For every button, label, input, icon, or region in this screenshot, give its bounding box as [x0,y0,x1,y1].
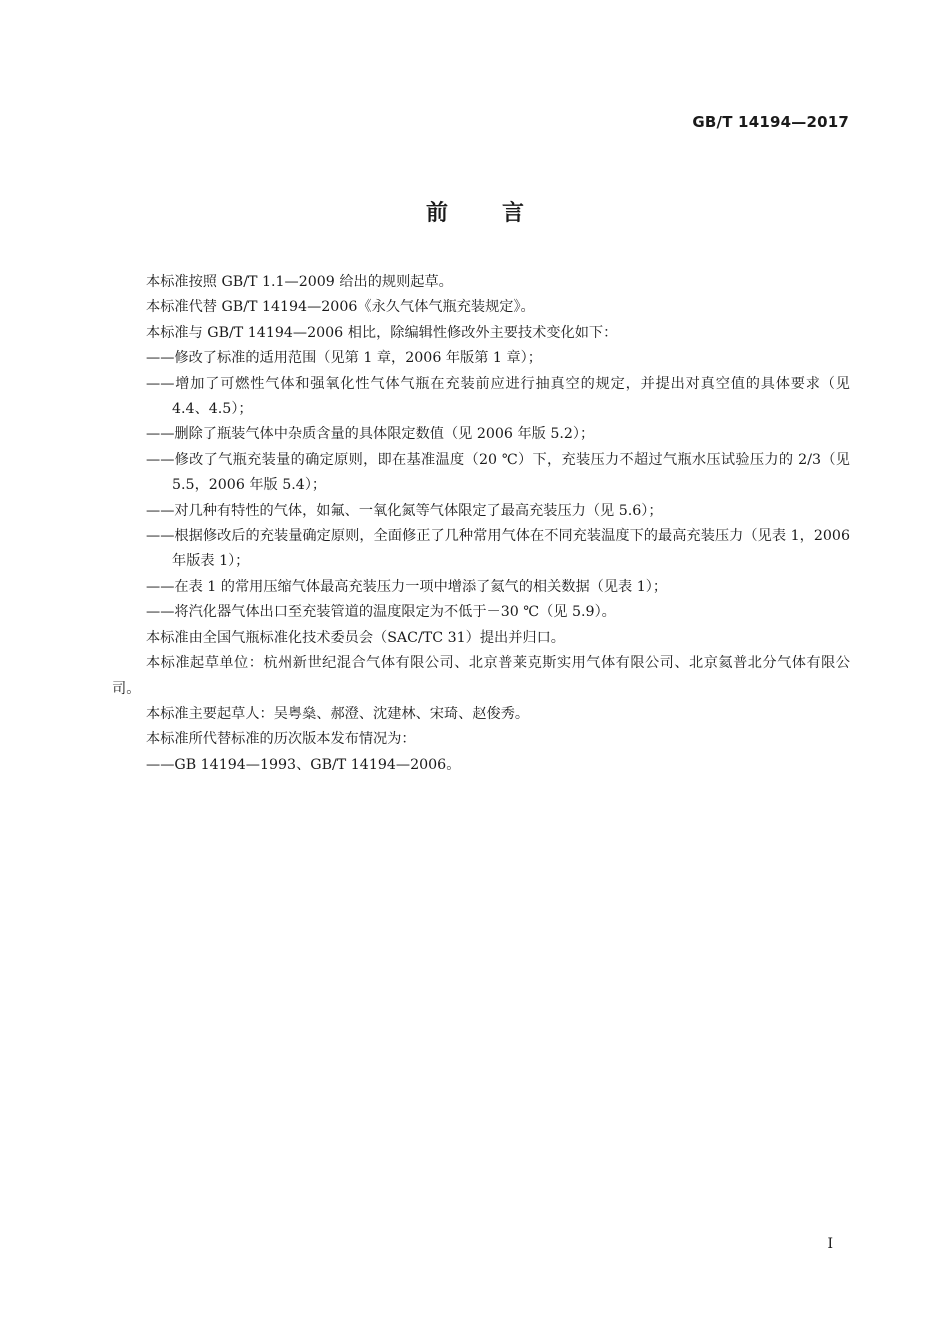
history-item: ——GB 14194—1993、GB/T 14194—2006。 [146,756,461,773]
change-item-vacuum: ——增加了可燃性气体和强氧化性气体气瓶在充装前应进行抽真空的规定，并提出对真空值的具体要求（见 4.4、4.5）； [146,375,850,418]
change-item-max-pressure: ——根据修改后的充装量确定原则，全面修正了几种常用气体在不同充装温度下的最高充装压力（见表 1，2006 年版表 1）； [146,528,850,570]
paragraph-replaces: 本标准代替 GB/T 14194—2006《永久气体气瓶充装规定》。 [146,299,535,316]
paragraph-history-intro: 本标准所代替标准的历次版本发布情况为： [146,731,416,748]
change-item-temperature: ——将汽化器气体出口至充装管道的温度限定为不低于－30 ℃（见 5.9）。 [146,604,616,621]
change-item-scope: ——修改了标准的适用范围（见第 1 章，2006 年版第 1 章）； [146,350,542,367]
paragraph-drafting-units: 本标准起草单位：杭州新世纪混合气体有限公司、北京普莱克斯实用气体有限公司、北京氦普北分气体有限公司。 [112,655,850,697]
paragraph-committee: 本标准由全国气瓶标准化技术委员会（SAC/TC 31）提出并归口。 [146,629,565,646]
change-item-special-gases: ——对几种有特性的气体，如氟、一氧化氮等气体限定了最高充装压力（见 5.6）； [146,502,663,519]
paragraph-changes-intro: 本标准与 GB/T 14194—2006 相比，除编辑性修改外主要技术变化如下： [146,324,618,341]
change-item-filling-principle: ——修改了气瓶充装量的确定原则，即在基准温度（20 ℃）下，充装压力不超过气瓶水压试验压力的 2/3（见 5.5，2006 年版 5.4）； [146,451,850,494]
page-number: I [827,1236,833,1252]
foreword-body [112,270,850,778]
page-title: 前言 [425,201,578,226]
paragraph-drafters: 本标准主要起草人：吴粤燊、郝澄、沈建林、宋琦、赵俊秀。 [146,705,530,722]
change-item-impurity: ——删除了瓶装气体中杂质含量的具体限定数值（见 2006 年版 5.2）； [146,426,595,443]
paragraph-drafting-rules: 本标准按照 GB/T 1.1—2009 给出的规则起草。 [146,274,453,290]
change-item-helium: ——在表 1 的常用压缩气体最高充装压力一项中增添了氦气的相关数据（见表 1）； [146,578,668,595]
standard-number: GB/T 14194—2017 [692,113,849,131]
